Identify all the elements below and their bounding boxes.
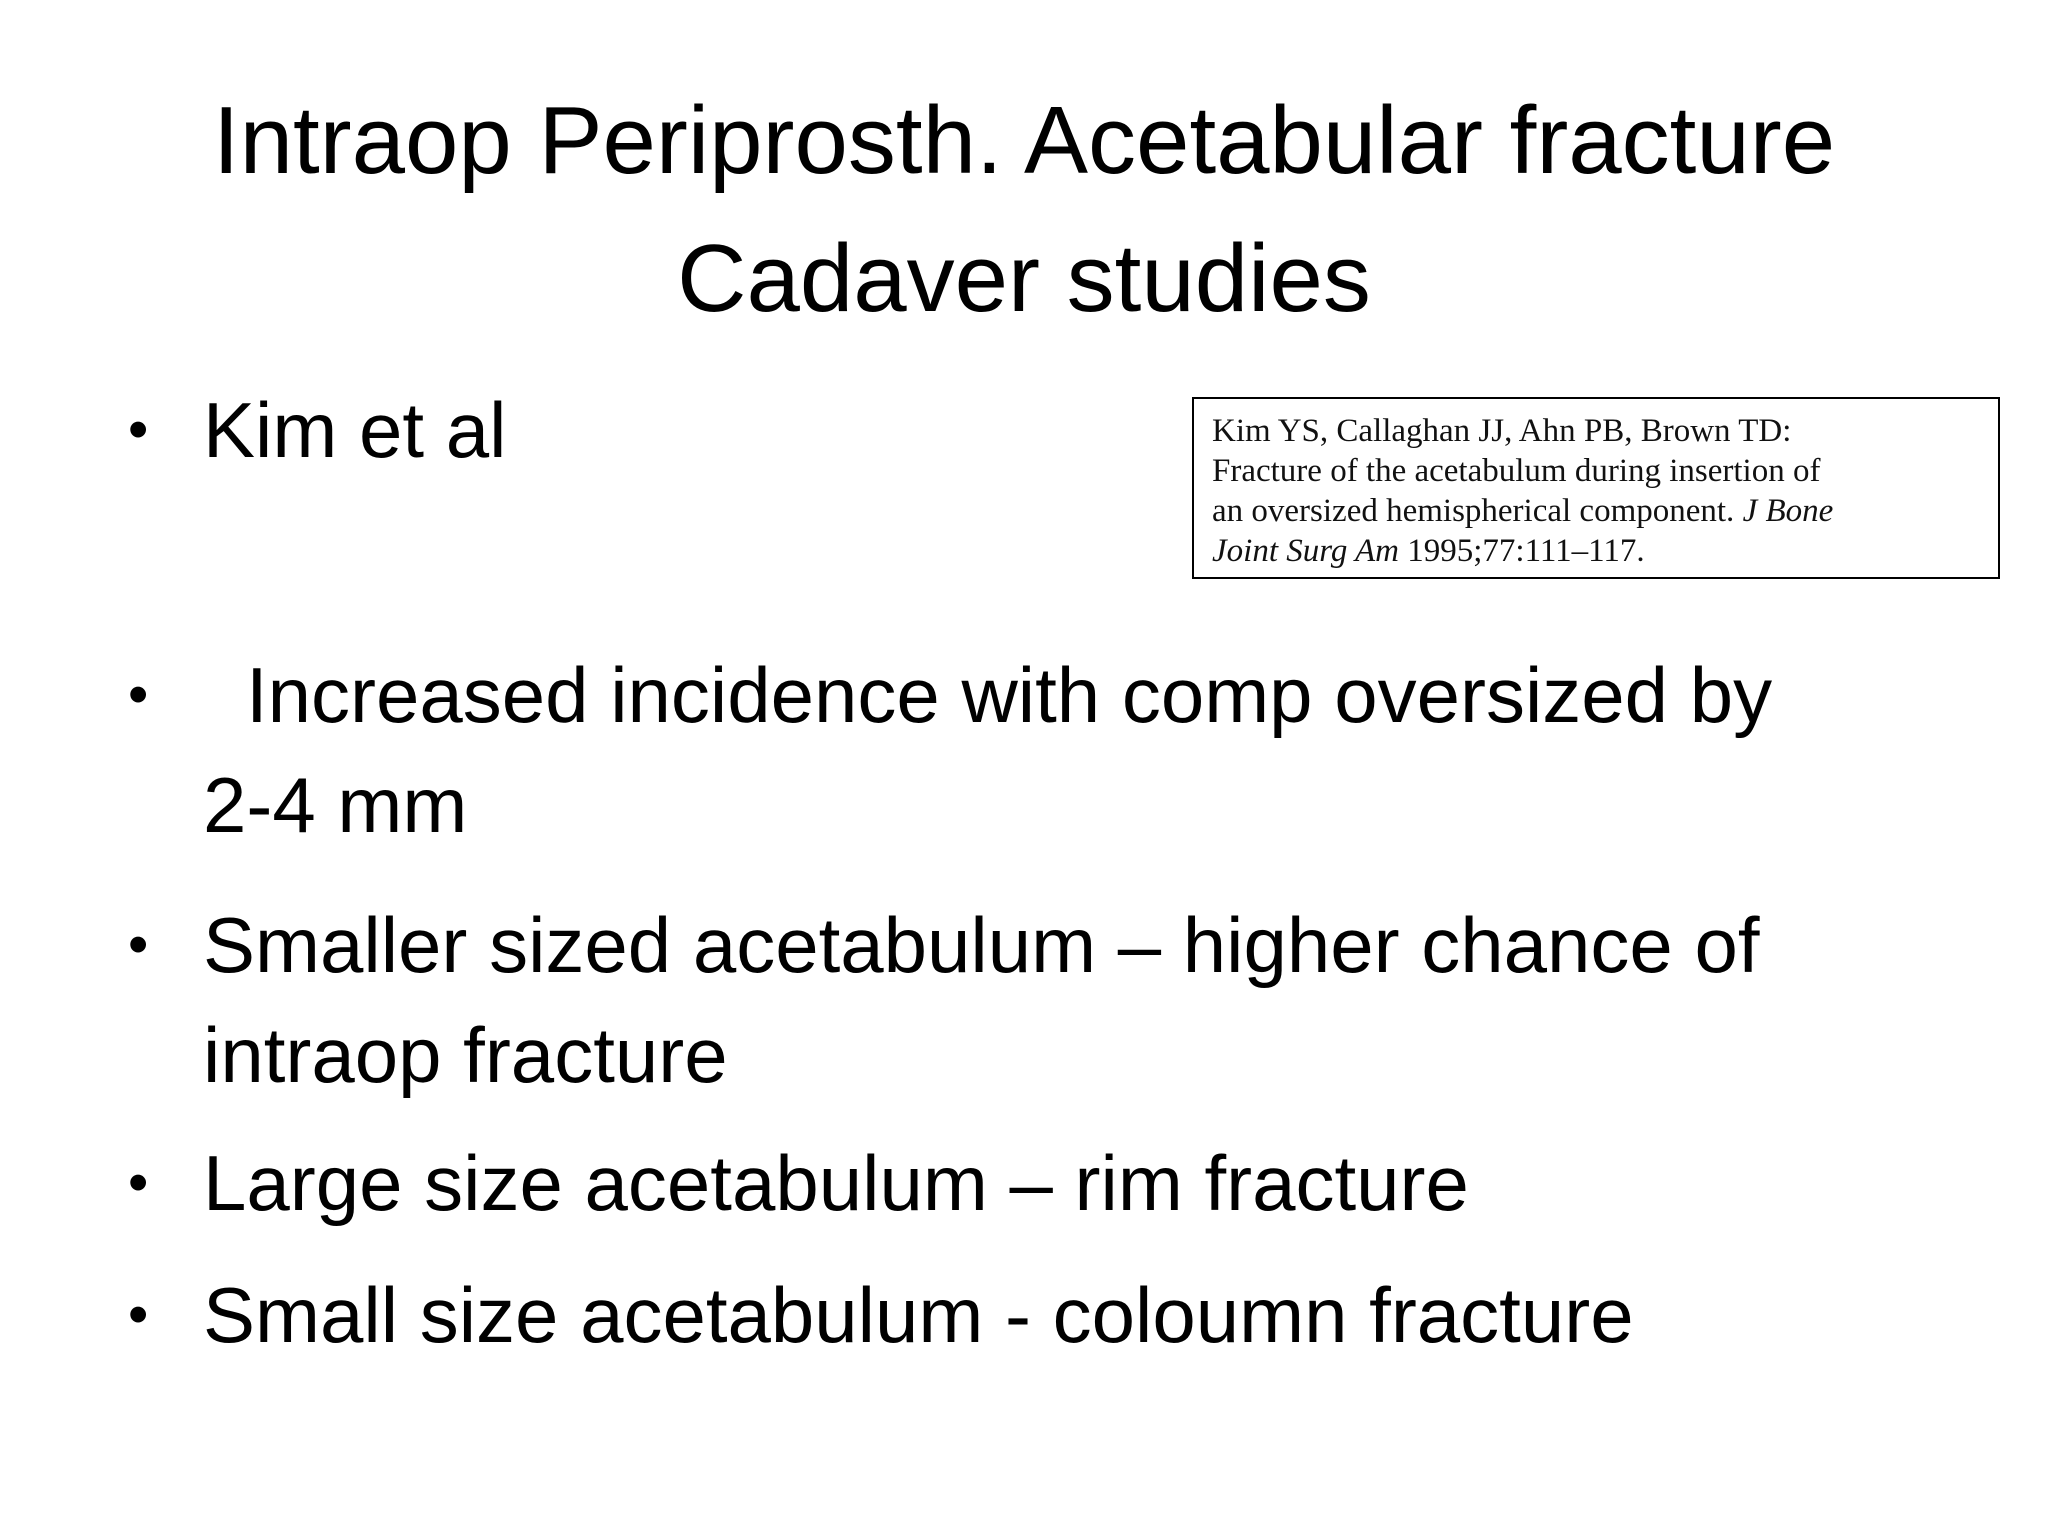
bullet-icon: • xyxy=(128,1282,149,1347)
bullet-icon: • xyxy=(128,397,149,462)
bullet-icon: • xyxy=(128,912,149,977)
citation-journal: Joint Surg Am xyxy=(1212,533,1399,569)
citation-line-2: Fracture of the acetabulum during insertion of xyxy=(1212,453,1821,489)
bullet-text: Large size acetabulum – rim fracture xyxy=(203,1139,1469,1227)
bullet-text: Small size acetabulum - coloumn fracture xyxy=(203,1271,1634,1359)
bullet-text: Kim et al xyxy=(203,386,507,474)
bullet-text: Smaller sized acetabulum – higher chance of xyxy=(203,901,1760,989)
bullet-text: intraop fracture xyxy=(203,1011,728,1099)
citation-line-3 xyxy=(1212,491,1982,531)
citation-line-4 xyxy=(1212,531,1982,571)
title-line-1: Intraop Periprosth. Acetabular fracture xyxy=(212,87,1836,194)
slide-title xyxy=(0,72,2048,348)
title-line-2: Cadaver studies xyxy=(677,225,1371,332)
citation-text: 1995;77:111–117. xyxy=(1399,533,1645,569)
bullet-text: Increased incidence with comp oversized by xyxy=(246,651,1773,739)
bullet-icon: • xyxy=(128,1150,149,1215)
citation-journal: J Bone xyxy=(1742,493,1834,529)
bullet-icon: • xyxy=(128,662,149,727)
citation-line-1: Kim YS, Callaghan JJ, Ahn PB, Brown TD: xyxy=(1212,413,1792,449)
bullet-text: 2-4 mm xyxy=(203,761,468,849)
citation-box xyxy=(1192,397,2000,579)
citation-text: an oversized hemispherical component. xyxy=(1212,493,1743,529)
